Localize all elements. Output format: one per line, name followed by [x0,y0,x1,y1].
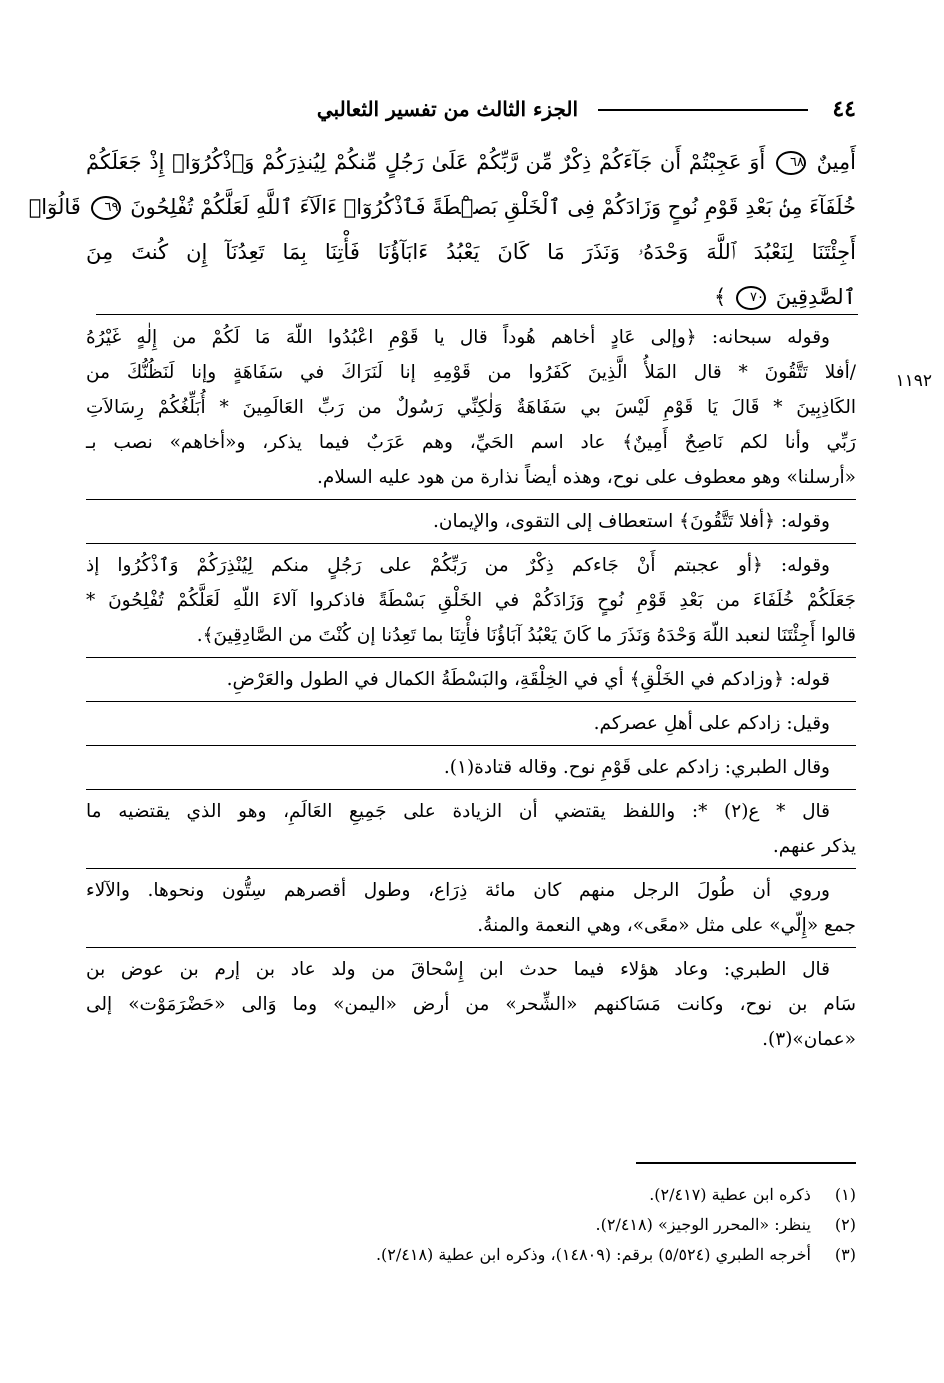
text-line: وقوله سبحانه: ﴿وإلى عَادٍ أخاهم هُوداً قال يا قَوْمِ اعْبُدُوا اللّهَ مَا لَكُمْ من إِلٰهٍ غَيْرُهُ [86,327,830,348]
footnote-text: أخرجه الطبري (٥/٥٢٤) برقم: (١٤٨٠٩)، وذكره ابن عطية (٢/٤١٨). [375,1245,811,1264]
text-line: قال * ع(٢) *: واللفظ يقتضي أن الزيادة على جَمِيعِ العَالَمِ، وهو الذي يقتضيه ما [86,801,830,822]
paragraph [86,548,856,653]
page-header [96,94,856,124]
paragraph-divider [86,868,856,869]
verse-text: ٱلصَّٰدِقِينَ [775,285,856,309]
footnote [86,1180,856,1210]
paragraph-divider [86,947,856,948]
text-line: وقوله: ﴿أفلا تَتَّقُونَ﴾ استعطاف إلى التقوى، والإيمان. [433,511,830,532]
text-line: /أفلا تَتَّقُونَ * قال المَلأُ الَّذِينَ كَفَرُوا من قَوْمِهِ إنا لَنَرَاكَ في سَفَاهَةٍ وإنا لَنَظُنُّكَ من [86,362,856,383]
ayah-marker: ٦٨ [776,151,806,175]
text-line: وقوله: ﴿أو عجبتم أَنْ جَاءكم ذِكْرٌ من رَبِّكُمْ على رَجُلٍ منكم لِيُنْذِرَكُمْ وَٱذْكُرُوا إذ [86,555,830,576]
manuscript-folio-note: ١١٩٢ [895,371,932,391]
paragraph [86,750,856,785]
text-line: الكَاذِبِينَ * قَالَ يَا قَوْمِ لَيْسَ بي سَفَاهَةٌ وَلٰكِنِّي رَسُولٌ من رَبِّ العَالَمِينَ * أُبَلِّغُكُمْ رِسَالاَتِ [86,397,856,418]
text-line: «أرسلنا» وهو معطوف على نوح، وهذه أيضاً نذارة من هود عليه السلام. [317,467,856,488]
quran-line [28,185,856,230]
paragraph [86,873,856,943]
section-divider [96,314,858,315]
footnote-text: ذكره ابن عطية (٢/٤١٧). [649,1185,811,1204]
text-line: قالوا أَجِئْتَنَا لنعبد اللّهَ وَحْدَهُ وَنَذَرَ ما كَانَ يَعْبُدُ آبَاؤُنَا فأْتِنَا بما تَعِدُنا إن كُنْتَ من الصَّادِقِينَ﴾. [196,625,856,646]
quran-verses [28,140,856,320]
verse-text: قَالُوٓا۟ [28,195,81,219]
footnote-text: ينظر: «المحرر الوجيز» (٢/٤١٨). [595,1215,811,1234]
footnote [86,1210,856,1240]
text-line: رَبِّي وأنا لكم نَاصِحٌ أَمِينٌ﴾ عاد اسم الحَيِّ، وهم عَرَبٌ فيما يذكر، و«أخاهم» نصب بـ [86,432,856,453]
text-line: وروي أن طُولَ الرجل منهم كان مائة ذِرَاع، وطول أقصرهم سِتُّون ونحوها. والآلاء [86,880,830,901]
paragraph [86,320,856,495]
text-line: وقال الطبري: زادكم على قَوْمِ نوح. وقاله قتادة(١). [443,757,830,778]
verse-text: أَوَ عَجِبْتُمْ أَن جَآءَكُمْ ذِكْرٌ مِّن رَّبِّكُمْ عَلَىٰ رَجُلٍ مِّنكُمْ لِيُنذِرَكُمْ وَٱذْكُرُوٓا۟ إِذْ جَعَلَكُمْ [86,150,766,174]
header-rule [598,109,808,111]
footnote-rule [636,1162,856,1164]
paragraph-divider [86,789,856,790]
text-line: جَعَلَكُمْ خُلَفَاءَ من بَعْدِ قَوْمِ نُوحٍ وَزَادَكُمْ في الخَلْقِ بَسْطَةً فاذكروا آلاءَ اللّهِ لَعَلَّكُمْ تُفْلِحُونَ * [86,590,856,611]
paragraph-divider [86,543,856,544]
running-title: الجزء الثالث من تفسير الثعالبي [316,97,578,121]
paragraph [86,662,856,697]
text-line: يذكر عنهم. [772,836,856,857]
paragraph-divider [86,701,856,702]
footnote-number: (٢) [834,1215,856,1234]
paragraph-divider [86,657,856,658]
quran-line [86,140,856,185]
paragraph-divider [86,745,856,746]
footnotes [86,1180,856,1270]
footnote-number: (٣) [834,1245,856,1264]
text-line: «عمان»(٣). [762,1029,856,1050]
paragraph-divider [86,499,856,500]
ayah-marker: ٦٩ [91,196,121,220]
text-line: قال الطبري: وعاد هؤلاء فيما حدث ابن إِسْحاقَ من ولد عاد بن إرم بن عوض بن [86,959,830,980]
footnote-number: (١) [834,1185,856,1204]
paragraph [86,794,856,864]
paragraph [86,504,856,539]
verse-text: أَجِئْتَنَا لِنَعْبُدَ ٱللَّهَ وَحْدَهُۥ وَنَذَرَ مَا كَانَ يَعْبُدُ ءَابَآؤُنَا فَأْتِنَا بِمَا تَعِدُنَآ إِن كُنتَ مِنَ [86,240,856,264]
paragraph [86,952,856,1057]
verse-text: ﴾ [714,285,727,309]
footnote [86,1240,856,1270]
text-line: قوله: ﴿وزادكم في الخَلْقِ﴾ أي في الخِلْقَةِ، والبَسْطَةُ الكمال في الطول والعَرْضِ. [226,669,830,690]
text-line: جمع «إِلّي» على مثل «معًى»، وهي النعمة والمنةُ. [477,915,856,936]
commentary-body [86,320,856,1057]
page-number: ٤٤ [832,96,856,122]
ayah-marker: ٧٠ [736,286,766,310]
verse-text: خُلَفَآءَ مِنۢ بَعْدِ قَوْمِ نُوحٍ وَزَادَكُمْ فِى ٱلْخَلْقِ بَصْۜطَةً فَٱذْكُرُوٓا۟ ءَالَآءَ ٱللَّهِ لَعَلَّكُمْ تُفْلِحُونَ [130,195,856,219]
text-line: سَام بن نوح، وكانت مَسَاكنهم «الشِّحر» من أرض «اليمن» وما وَالى «حَضْرَمَوْت» إلى [86,994,856,1015]
quran-line [86,230,856,275]
text-line: وقيل: زادكم على أهلِ عصركم. [593,713,830,734]
verse-text: أَمِينٌ [816,150,856,174]
paragraph [86,706,856,741]
